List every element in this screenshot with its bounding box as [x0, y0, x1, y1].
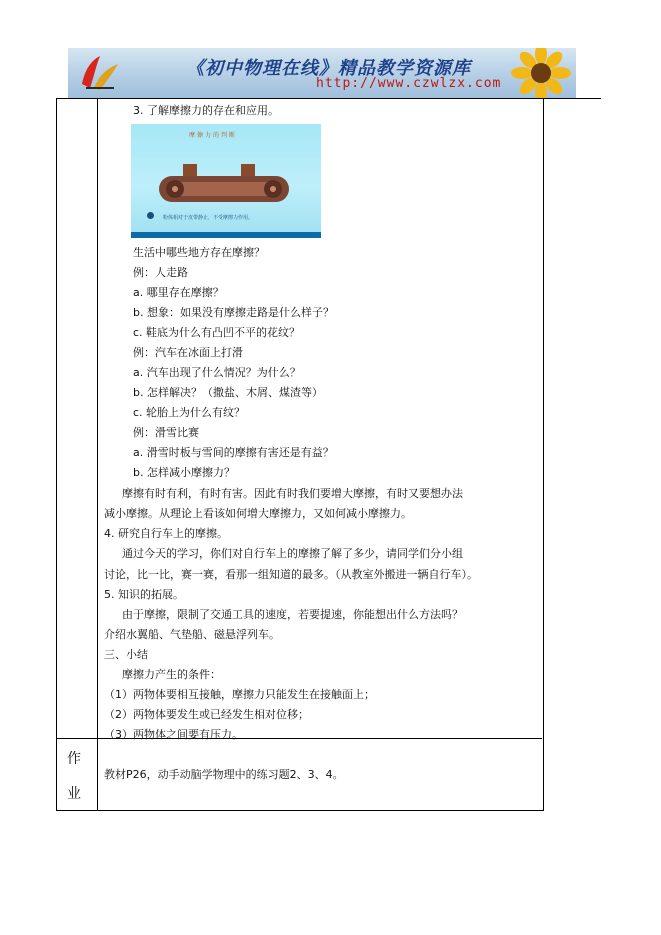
lesson-line: 5. 知识的拓展。: [104, 588, 184, 601]
lesson-line: （2）两物体要发生或已经发生相对位移；: [104, 708, 309, 721]
homework-text: 教材P26，动手动脑学物理中的练习题2、3、4。: [104, 768, 344, 781]
lesson-line: 摩擦有时有利，有时有害。因此有时我们要增大摩擦，有时又要想办法: [122, 487, 463, 500]
lesson-line: 讨论，比一比，赛一赛，看那一组知道的最多。（从教室外搬进一辆自行车）。: [104, 568, 478, 581]
lesson-line: 通过今天的学习，你们对自行车上的摩擦了解了多少，请同学们分小组: [122, 547, 463, 560]
lesson-line: 生活中哪些地方存在摩擦？: [133, 246, 265, 259]
slide-bullet-icon: [147, 212, 154, 219]
lesson-line: c. 鞋底为什么有凸凹不平的花纹？: [133, 326, 301, 339]
lesson-line: （1）两物体要相互接触，摩擦力只能发生在接触面上；: [104, 688, 375, 701]
lesson-line: b. 怎样解决？（撒盐、木屑、煤渣等）: [133, 386, 323, 399]
banner-title: 《初中物理在线》精品教学资源库: [186, 58, 471, 79]
lesson-line: 例：汽车在冰面上打滑: [133, 346, 243, 359]
lesson-line: 减小摩擦。从理论上看该如何增大摩擦力，又如何减小摩擦力。: [104, 507, 412, 520]
lesson-line: a. 汽车出现了什么情况？为什么？: [133, 366, 301, 379]
slide-caption: 粉体相对于皮带静止，不受摩擦力作用。: [163, 215, 254, 221]
lesson-line: b. 怎样减小摩擦力？: [133, 466, 235, 479]
lesson-line: 例：滑雪比赛: [133, 426, 199, 439]
slide-image: [131, 124, 321, 238]
lesson-line: 摩擦力产生的条件：: [122, 668, 221, 681]
homework-label-top: 作: [67, 751, 81, 767]
site-logo-icon: [76, 54, 122, 92]
lesson-line: 例：人走路: [133, 266, 188, 279]
sunflower-icon: [510, 48, 572, 98]
banner-url[interactable]: http://www.czwlzx.com: [316, 76, 502, 91]
slide-footer-bar: [131, 232, 321, 238]
homework-label-bottom: 业: [67, 786, 81, 802]
lesson-line: 3. 了解摩擦力的存在和应用。: [133, 104, 279, 117]
conveyor-belt-illustration: [153, 162, 295, 216]
lesson-line: b. 想象：如果没有摩擦走路是什么样子？: [133, 306, 334, 319]
lesson-line: 由于摩擦，限制了交通工具的速度，若要提速，你能想出什么方法吗？: [122, 608, 463, 621]
lesson-line: a. 滑雪时板与雪间的摩擦有害还是有益？: [133, 446, 334, 459]
lesson-line: a. 哪里存在摩擦？: [133, 286, 224, 299]
lesson-line: c. 轮胎上为什么有纹？: [133, 406, 246, 419]
lesson-line: （3）两物体之间要有压力。: [104, 728, 243, 741]
lesson-line: 介绍水翼船、气垫船、磁悬浮列车。: [104, 628, 280, 641]
site-banner: [68, 48, 576, 98]
lesson-line: 三、小结: [104, 648, 148, 661]
column-divider: [97, 98, 98, 810]
lesson-line: 4. 研究自行车上的摩擦。: [104, 527, 228, 540]
slide-title: 摩擦力的判断: [189, 132, 238, 139]
